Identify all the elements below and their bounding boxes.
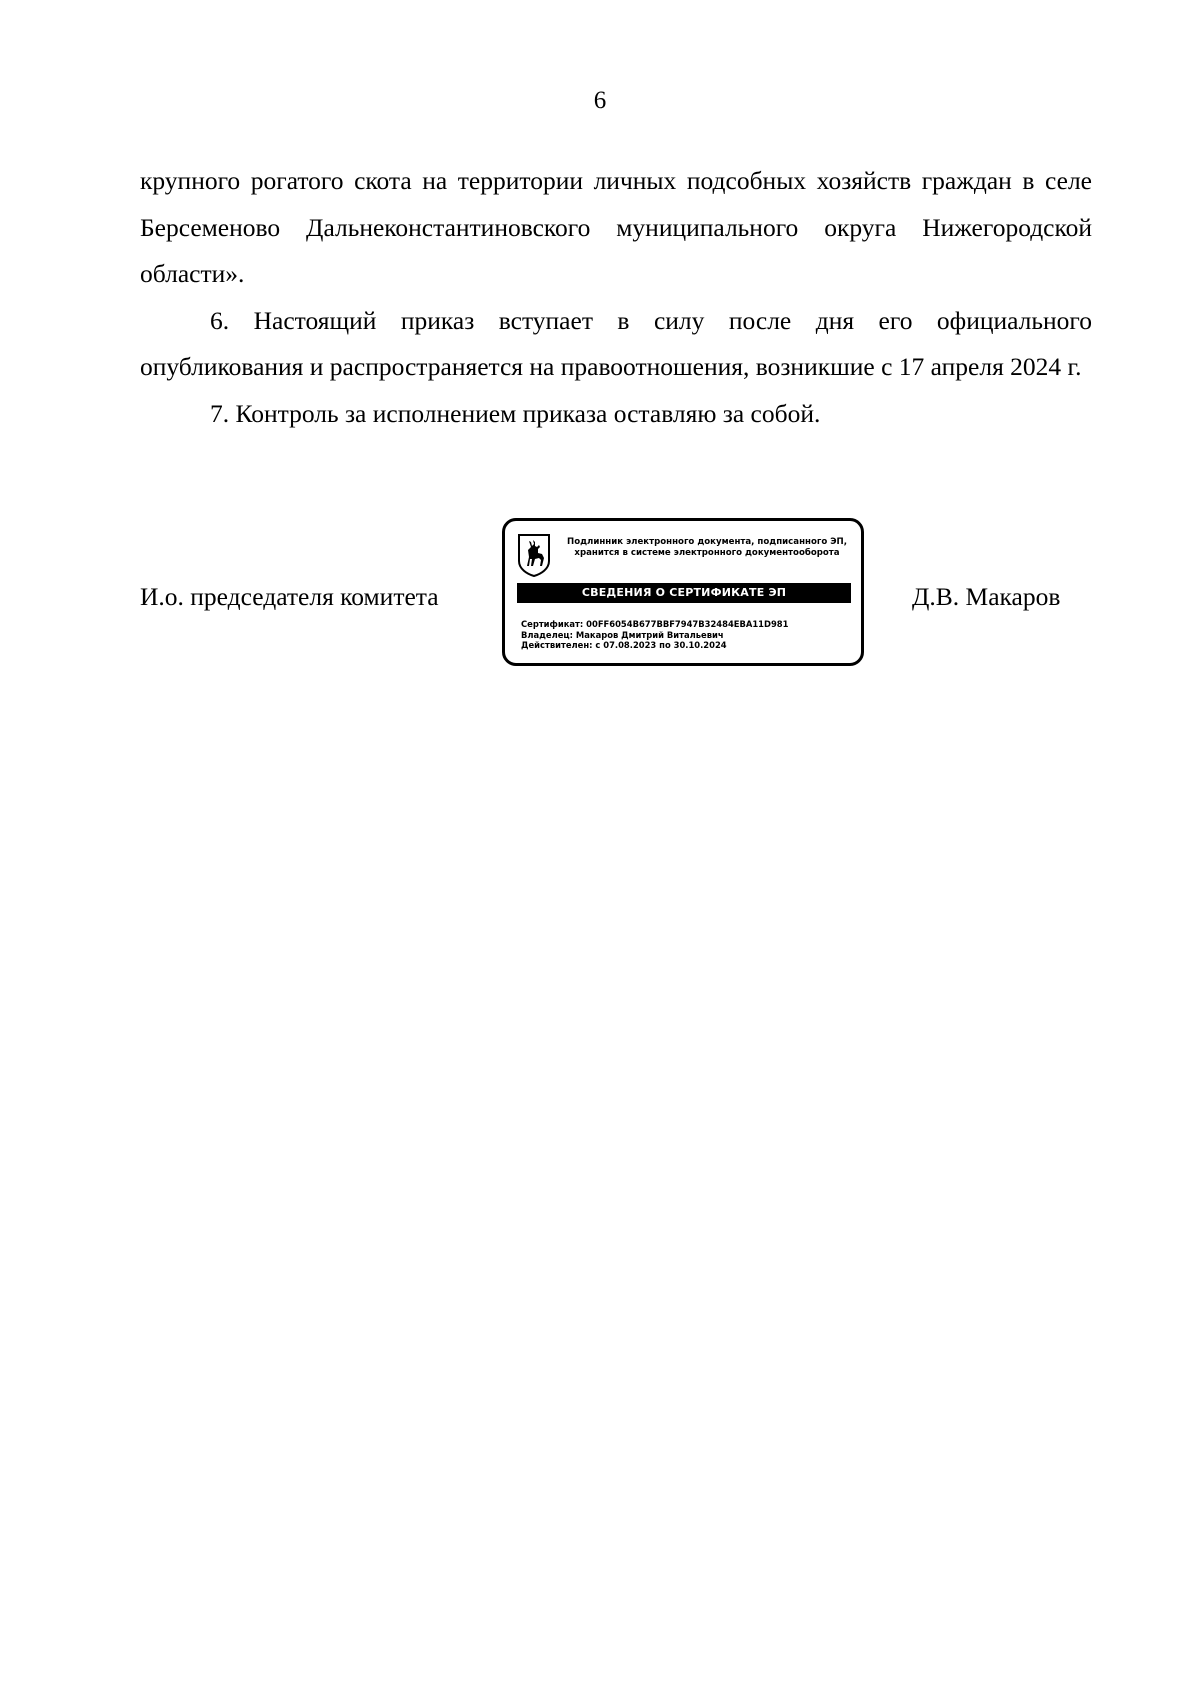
paragraph-item-6: 6. Настоящий приказ вступает в силу после дня его официального опубликования и распространяется на правоотношения, возникшие с 17 апреля 2024 г.: [140, 305, 1092, 381]
signer-name: Д.В. Макаров: [912, 582, 1061, 611]
stamp-owner: Владелец: Макаров Дмитрий Витальевич: [521, 629, 724, 640]
electronic-signature-stamp: [502, 518, 864, 666]
deer-emblem-icon: [517, 533, 551, 577]
document-body: [140, 158, 1092, 437]
stamp-details: [521, 619, 851, 651]
paragraph-continuation: крупного рогатого скота на территории личных подсобных хозяйств граждан в селе Берсеменово Дальнеконстантиновского муниципального округа Нижегородской области».: [140, 166, 1092, 288]
signer-position: И.о. председателя комитета: [140, 582, 439, 611]
stamp-title-bar: СВЕДЕНИЯ О СЕРТИФИКАТЕ ЭП: [517, 583, 851, 603]
stamp-header-line-1: Подлинник электронного документа, подписанного ЭП,: [567, 537, 847, 547]
stamp-validity: Действителен: с 07.08.2023 по 30.10.2024: [521, 640, 727, 650]
page-number: 6: [593, 87, 607, 114]
stamp-header: [555, 537, 859, 559]
stamp-header-line-2: хранится в системе электронного документооборота: [574, 548, 840, 558]
stamp-certificate: Сертификат: 00FF6054B677BBF7947B32484EBA11D981: [521, 619, 789, 629]
paragraph-item-7: 7. Контроль за исполнением приказа оставляю за собой.: [210, 398, 821, 428]
